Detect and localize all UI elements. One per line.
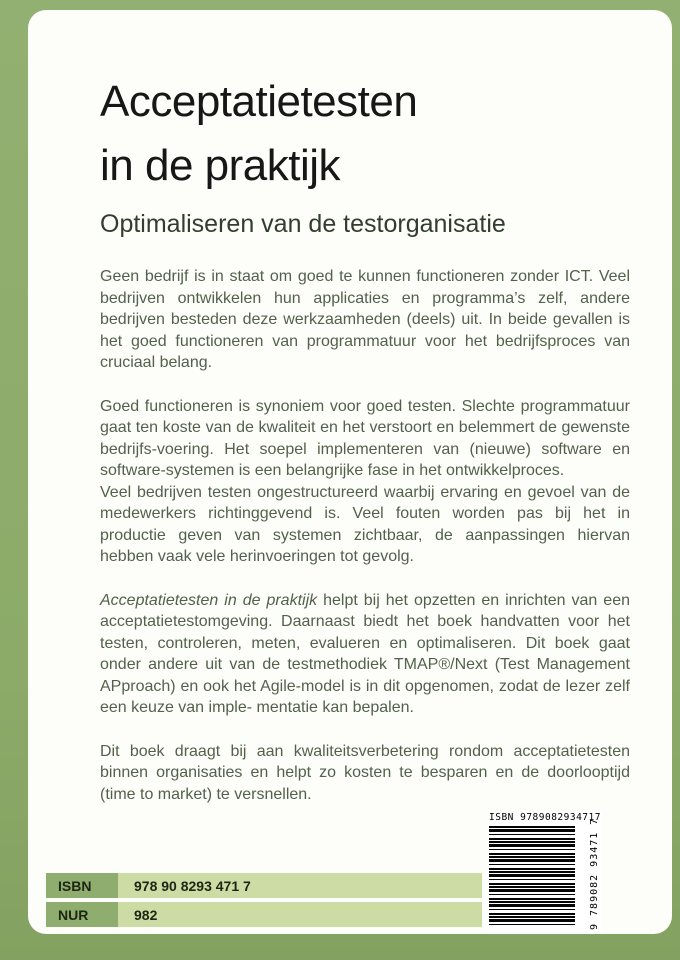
barcode-isbn-text: ISBN 9789082934717 [489, 812, 601, 823]
paragraph-4: Dit boek draagt bij aan kwaliteitsverbetering rondom acceptatietesten binnen organisaties en helpt zo kosten te besparen en de doorlooptijd (time to market) te versnellen. [100, 742, 630, 803]
isbn-band-value: 978 90 8293 471 7 [134, 877, 251, 894]
nur-band [46, 902, 482, 927]
nur-band-label: NUR [46, 902, 118, 927]
isbn-band-label: ISBN [46, 873, 118, 898]
barcode-block [488, 812, 602, 932]
paragraph-3-rest: helpt bij het opzetten en inrichten van een acceptatietestomgeving. Daarnaast biedt het boek handvatten voor het testen, controleren, meten, evalueren en optimaliseren. Dit boek gaat onder andere uit van de testmethodiek TMAP®/Next (Test Management APproach) en ook het Agile-model is in dit opgenomen, zodat de lezer zelf een keuze van imple- mentatie kan bepalen. [100, 591, 631, 716]
paragraph-2-part2: Veel bedrijven testen ongestructureerd waarbij ervaring en gevoel van de medewerkers richtinggevend is. Veel fouten worden pas bij het in productie geven van systemen zichtbaar, de aanpassingen hiervan hebben vaak vele herinvoeringen tot gevolg. [100, 483, 630, 565]
book-title-line1: Acceptatietesten [100, 77, 418, 126]
paragraph-1: Geen bedrijf is in staat om goed te kunnen functioneren zonder ICT. Veel bedrijven ontwikkelen hun applicaties en programma’s zelf, andere bedrijven besteden deze werkzaamheden (deels) uit. In beide gevallen is het goed functioneren van programmatuur voor het bedrijfsproces van cruciaal belang. [100, 268, 630, 371]
content-panel [28, 10, 672, 934]
book-subtitle: Optimaliseren van de testorganisatie [100, 210, 506, 238]
paragraph-3 [100, 590, 630, 719]
barcode-digits: 9 789082 93471 7 [589, 817, 600, 930]
paragraph-3-italic-lead: Acceptatietesten in de praktijk [100, 591, 318, 609]
nur-band-value: 982 [134, 906, 158, 923]
cover-content [28, 10, 672, 805]
paragraph-2-part1: Goed functioneren is synoniem voor goed testen. Slechte programmatuur gaat ten koste van de kwaliteit en het verstoort en belemmert de gewenste bedrijfs-voering. Het soepel implementeren van (nieuwe) software en software-systemen is een belangrijke fase in het ontwikkelproces. [100, 397, 630, 479]
barcode-bars [489, 826, 575, 928]
book-title-line2: in de praktijk [100, 141, 341, 190]
isbn-band [46, 873, 482, 898]
